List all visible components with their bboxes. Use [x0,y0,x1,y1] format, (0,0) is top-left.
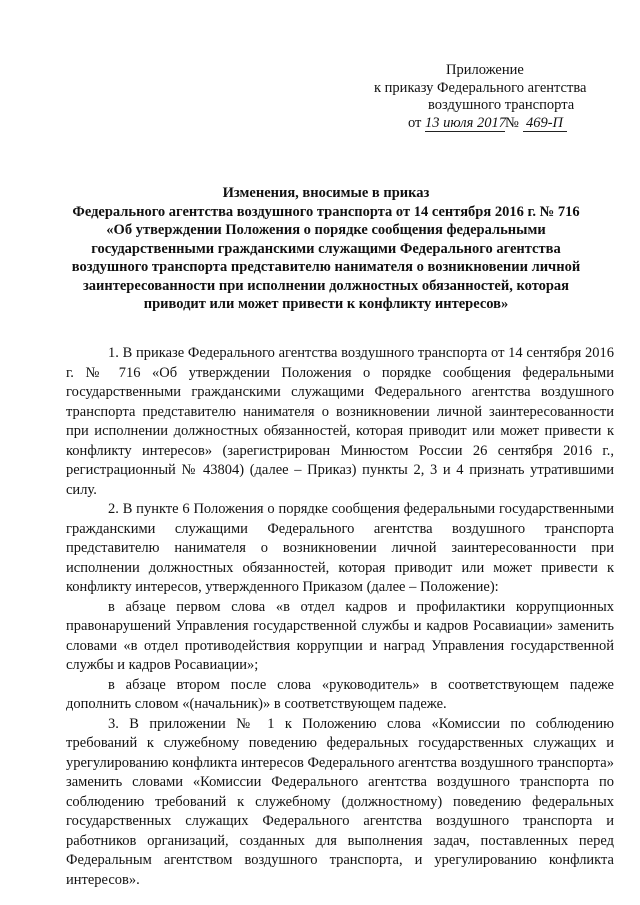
paragraph-item-2-sub-1: в абзаце первом слова «в отдел кадров и профилактики коррупционных правонарушений Управления государственной службы и кадров Росавиации» заменить словами «в отдел противодействия коррупции и наград Управления государственной службы и кадров Росавиации»; [66,598,614,673]
title-line: «Об утверждении Положения о порядке сообщения федеральными [106,222,546,238]
appendix-label: Приложение [446,62,524,78]
document-title [48,184,604,314]
title-line: Федерального агентства воздушного транспорта от 14 сентября 2016 г. № 716 [72,203,580,220]
title-line: приводит или может привести к конфликту интересов» [143,296,509,312]
title-line: заинтересованности при исполнении должностных обязанностей, которая [82,277,570,294]
title-line: воздушного транспорта представителю нанимателя о возникновении личной [71,259,581,275]
order-date-line [372,115,622,133]
agency-name: воздушного транспорта [428,97,575,113]
order-reference: к приказу Федерального агентства [374,79,587,96]
paragraph-item-3: 3. В приложении № 1 к Положению слова «Комиссии по соблюдению требований к служебному поведению федеральных государственных служащих и урегулированию конфликта интересов Федерального агентства воздушного транспорта» заменить словами «Комиссии Федерального агентства воздушного транспорта по соблюдению требований к служебному (должностному) поведению федеральных государственных служащих Федерального агентства воздушного транспорта и работников организаций, созданных для выполнения задач, поставленных перед Федеральным агентством воздушного транспорта, и урегулированию конфликта интересов». [66,715,614,888]
title-line: государственными гражданскими служащими Федерального агентства [91,240,561,257]
date-prefix: от [408,114,422,131]
number-sign: № [505,114,519,131]
paragraph-item-1: 1. В приказе Федерального агентства воздушного транспорта от 14 сентября 2016 г. № 716 «Об утверждении Положения о порядке сообщения федеральными государственными гражданскими служащими Федерального агентства воздушного транспорта представителю нанимателя о возникновении личной заинтересованности при исполнении должностных обязанностей, которая приводит или может привести к конфликту интересов» (зарегистрирован Минюстом России 26 сентября 2016 г., регистрационный № 43804) (далее – Приказ) пункты 2, 3 и 4 признать утратившими силу. [66,345,614,498]
paragraph-item-2: 2. В пункте 6 Положения о порядке сообщения федеральными государственными гражданскими служащими Федерального агентства воздушного транспорта представителю нанимателя о возникновении личной заинтересованности при исполнении должностных обязанностей, которая приводит или может привести к конфликту интересов, утвержденного Приказом (далее – Положение): [66,501,614,595]
handwritten-date: 13 июля 2017 [425,114,506,131]
title-line: Изменения, вносимые в приказ [222,185,430,201]
document-body [66,344,614,890]
appendix-header [372,62,622,132]
paragraph-item-2-sub-2: в абзаце втором после слова «руководитель» в соответствующем падеже дополнить словом «(начальник)» в соответствующем падеже. [66,676,614,712]
handwritten-order-number: 469-П [523,115,567,132]
